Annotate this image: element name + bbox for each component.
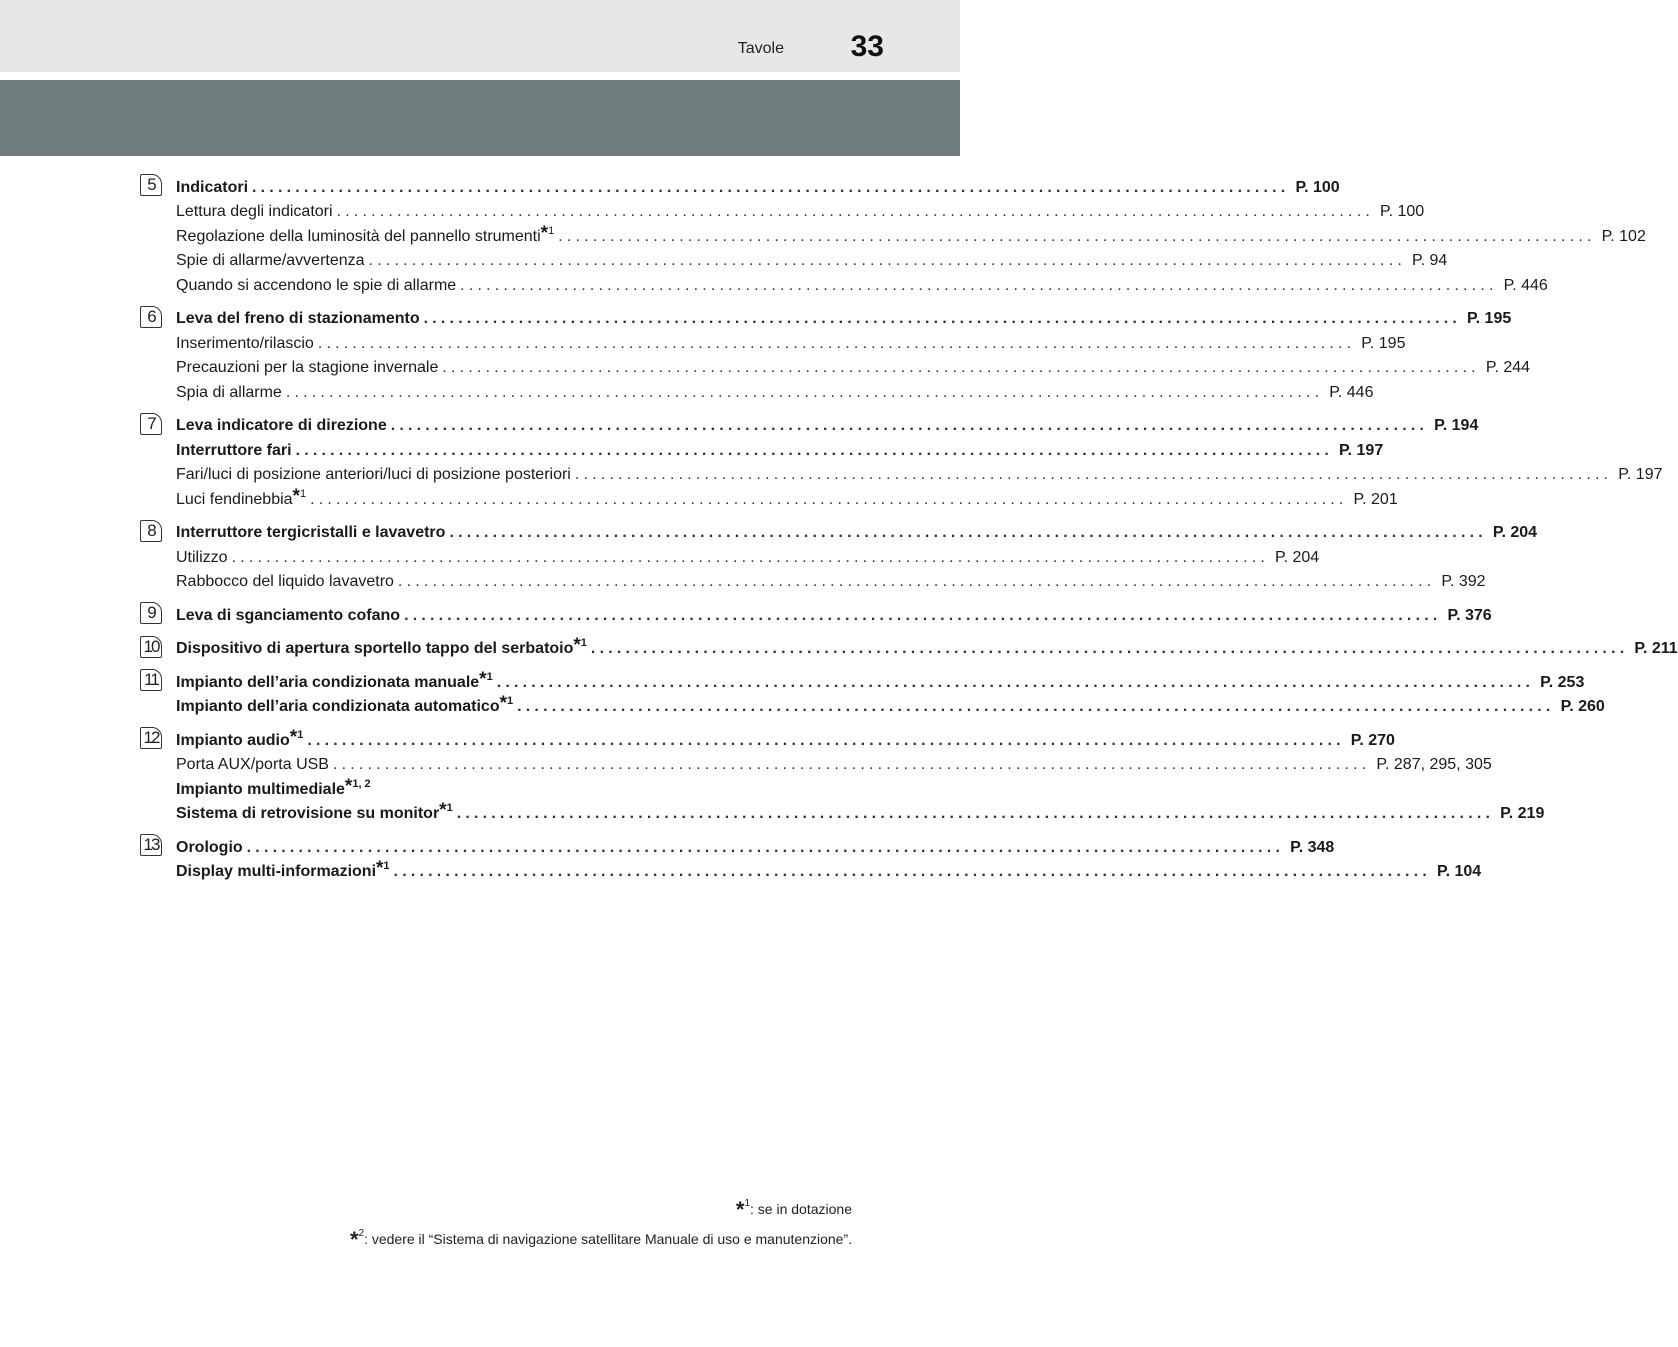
dot-leader: ........................................................................................................................	[310, 490, 1348, 508]
entry-list	[176, 411, 1663, 509]
index-entry[interactable]	[176, 353, 1531, 378]
footnote-text: : se in dotazione	[750, 1201, 852, 1217]
entry-label-text: Interruttore tergicristalli e lavavetro	[176, 524, 446, 541]
entry-label	[176, 524, 445, 542]
entry-label-text: Impianto audio	[176, 731, 290, 749]
callout-number-badge: 6	[140, 306, 162, 328]
section-banner	[0, 80, 960, 156]
index-entry[interactable]	[176, 750, 1492, 775]
dot-leader: ........................................................................................................................	[449, 524, 1487, 541]
dot-leader: ........................................................................................................................	[456, 805, 1495, 822]
entry-list	[176, 172, 1646, 295]
index-entry[interactable]	[176, 221, 1646, 246]
page-reference[interactable]: P. 195	[1361, 334, 1406, 352]
asterisk-icon: *	[499, 693, 508, 714]
entry-label-text: Indicatori	[176, 178, 249, 196]
callout-number-badge: 12	[140, 727, 162, 749]
entry-list	[176, 518, 1538, 592]
entry-label	[176, 277, 456, 295]
entry-label	[176, 726, 304, 750]
entry-label-text: Spie di allarme/avvertenza	[176, 252, 365, 269]
entry-label	[176, 359, 438, 377]
entry-label	[176, 775, 371, 799]
dot-leader: ........................................................................................................................	[423, 310, 1462, 327]
asterisk-icon: *	[349, 1227, 359, 1252]
page-reference[interactable]: P. 211	[1634, 640, 1678, 657]
entry-label	[176, 573, 394, 591]
entry-label-text: Leva del freno di stazionamento	[176, 310, 420, 327]
entry-label	[176, 442, 292, 460]
footnote-ref-number: 1	[383, 860, 390, 872]
asterisk-icon: *	[479, 668, 487, 690]
entry-label	[176, 756, 329, 774]
entry-label-text: Fari/luci di posizione anteriori/luci di posizione posteriori	[176, 466, 571, 483]
page-reference[interactable]: P. 102	[1601, 227, 1646, 245]
dot-leader: ........................................................................................................................	[307, 731, 1345, 749]
footnote-ref-number: 1	[486, 670, 493, 683]
entry-label	[176, 222, 555, 246]
footnote	[350, 1194, 852, 1224]
entry-label-text: Interruttore fari	[176, 441, 292, 459]
callout-number-badge: 9	[140, 602, 162, 624]
entry-label	[176, 179, 248, 197]
entry-label	[176, 384, 282, 402]
index-group	[140, 667, 1605, 716]
footnote-ref	[499, 693, 514, 714]
footnote-ref	[289, 726, 304, 748]
page-reference[interactable]: P. 392	[1441, 573, 1486, 590]
entry-label-text: Impianto multimediale	[176, 780, 345, 798]
entry-label	[176, 693, 514, 716]
footnote	[350, 1224, 852, 1254]
index-entry[interactable]	[176, 725, 1395, 750]
entry-label-text: Luci fendinebbia	[176, 490, 293, 508]
dot-leader: ........................................................................................................................	[574, 466, 1613, 483]
page-reference[interactable]: P. 197	[1618, 466, 1663, 483]
entry-label-text: Impianto dell’aria condizionata automatico	[176, 698, 500, 715]
asterisk-icon: *	[344, 775, 353, 797]
dot-leader: ........................................................................................................................	[517, 698, 1555, 715]
entry-label-text: Display multi-informazioni	[176, 863, 377, 880]
entry-label-text: Dispositivo di apertura sportello tappo del serbatoio	[176, 640, 574, 657]
index-group	[140, 725, 1545, 823]
callout-number-badge: 5	[140, 174, 162, 196]
dot-leader: ........................................................................................................................	[496, 673, 1535, 691]
entry-label-text: Spia di allarme	[176, 383, 282, 401]
dot-leader: ........................................................................................................................	[442, 359, 1480, 376]
index-group	[140, 832, 1482, 881]
entry-label-text: Impianto dell’aria condizionata manuale	[176, 673, 480, 691]
entry-label	[176, 668, 493, 692]
index-entry[interactable]	[176, 197, 1425, 222]
entry-label-text: Regolazione della luminosità del pannello strumenti	[176, 227, 541, 245]
index-entry[interactable]	[176, 667, 1585, 692]
entry-label	[176, 417, 387, 435]
entry-list	[176, 832, 1482, 881]
dot-leader: ........................................................................................................................	[285, 383, 1324, 401]
page-reference[interactable]: P. 195	[1467, 310, 1512, 327]
index-entry[interactable]	[176, 857, 1482, 882]
entry-label	[176, 252, 365, 270]
callout-number-badge: 11	[140, 669, 162, 691]
page-reference[interactable]: P. 446	[1503, 276, 1548, 294]
entry-label	[176, 800, 453, 823]
entry-label	[176, 203, 333, 221]
entry-label	[176, 839, 243, 857]
page-reference[interactable]: P. 204	[1275, 548, 1320, 566]
section-title: Tavole	[737, 40, 784, 57]
footnotes	[350, 1194, 852, 1254]
callout-number-badge: 8	[140, 520, 162, 542]
page-reference[interactable]: P. 204	[1492, 524, 1538, 541]
asterisk-icon: *	[735, 1197, 745, 1222]
asterisk-icon: *	[376, 858, 384, 879]
asterisk-icon: *	[292, 485, 300, 507]
footnote-ref-number: 1	[299, 487, 307, 500]
index-entry[interactable]	[176, 692, 1605, 717]
entry-label	[176, 549, 228, 567]
header-divider	[0, 72, 960, 80]
footnote-ref	[573, 635, 587, 656]
dot-leader: ........................................................................................................................	[558, 227, 1596, 245]
dot-leader: ........................................................................................................................	[336, 203, 1374, 220]
entry-list	[176, 667, 1605, 716]
index-entry[interactable]	[176, 600, 1492, 625]
entry-label	[176, 335, 314, 353]
index-group	[140, 304, 1531, 402]
index-entry[interactable]	[176, 774, 816, 799]
dot-leader: ........................................................................................................................	[332, 756, 1371, 773]
index-entry[interactable]	[176, 518, 1538, 543]
index-entry[interactable]	[176, 435, 1384, 460]
entry-list	[176, 600, 1492, 625]
footnote-ref	[376, 858, 390, 879]
entry-label-text: Leva di sganciamento cofano	[176, 606, 401, 624]
index-entry[interactable]	[176, 832, 1335, 857]
entry-label-text: Precauzioni per la stagione invernale	[176, 359, 439, 376]
page-reference[interactable]: P. 244	[1485, 359, 1531, 376]
entry-label-text: Rabbocco del liquido lavavetro	[176, 573, 394, 590]
page-reference[interactable]: P. 100	[1379, 203, 1425, 220]
entry-label-text: Sistema di retrovisione su monitor	[176, 805, 440, 822]
dot-leader: ........................................................................................................................	[397, 573, 1436, 590]
dot-leader: ........................................................................................................................	[404, 606, 1442, 624]
footnote-ref	[540, 222, 555, 244]
dot-leader: ........................................................................................................................	[246, 838, 1285, 856]
footnote-ref	[439, 800, 453, 821]
index-entry[interactable]	[176, 542, 1320, 567]
entry-label-text: Porta AUX/porta USB	[176, 756, 329, 773]
entry-label-text: Quando si accendono le spie di allarme	[176, 276, 457, 294]
page-reference[interactable]: P. 287, 295, 305	[1376, 756, 1492, 773]
page-reference[interactable]: P. 376	[1447, 606, 1492, 624]
footnote-ref	[344, 775, 371, 797]
entry-label	[176, 466, 571, 484]
dot-leader: ........................................................................................................................	[252, 178, 1290, 196]
entry-label	[176, 635, 587, 658]
entry-label-text: Inserimento/rilascio	[176, 334, 314, 352]
index-entry[interactable]	[176, 328, 1406, 353]
page-reference[interactable]: P. 100	[1295, 178, 1340, 196]
page-reference[interactable]: P. 253	[1540, 673, 1585, 691]
page-reference[interactable]: P. 260	[1560, 698, 1605, 715]
entry-label-text: Lettura degli indicatori	[176, 203, 333, 220]
dot-leader: ........................................................................................................................	[317, 334, 1356, 352]
page-reference[interactable]: P. 94	[1411, 252, 1448, 269]
index-entry[interactable]	[176, 799, 1545, 824]
index-entry[interactable]	[176, 304, 1512, 329]
index-group	[140, 634, 1678, 659]
footnote-marker: 1	[744, 1198, 751, 1209]
index-entry[interactable]	[176, 246, 1448, 271]
dot-leader: ........................................................................................................................	[368, 252, 1406, 269]
index-entry[interactable]	[176, 634, 1678, 659]
asterisk-icon: *	[540, 222, 549, 244]
index-list	[140, 172, 1678, 890]
index-group	[140, 411, 1663, 509]
page-reference[interactable]: P. 219	[1500, 805, 1545, 822]
dot-leader: ........................................................................................................................	[393, 863, 1431, 880]
entry-label	[176, 607, 400, 625]
footnote-ref-number: 1, 2	[352, 777, 371, 790]
page-reference[interactable]: P. 194	[1434, 417, 1479, 434]
footnote-ref	[292, 485, 307, 507]
footnote-ref-number: 1	[548, 224, 555, 237]
page-number: 33	[850, 30, 884, 63]
page-reference[interactable]: P. 348	[1290, 838, 1335, 856]
page-reference[interactable]: P. 197	[1339, 441, 1384, 459]
callout-number-badge: 7	[140, 413, 162, 435]
index-entry[interactable]	[176, 411, 1479, 436]
index-entry[interactable]	[176, 567, 1486, 592]
dot-leader: ........................................................................................................................	[231, 548, 1269, 566]
footnote-ref-number: 1	[580, 637, 587, 649]
index-group	[140, 600, 1492, 625]
page-reference[interactable]: P. 201	[1353, 490, 1398, 508]
index-entry[interactable]	[176, 484, 1398, 509]
dot-leader: ........................................................................................................................	[390, 417, 1429, 434]
dot-leader: ........................................................................................................................	[590, 640, 1629, 657]
page-reference[interactable]: P. 446	[1329, 383, 1374, 401]
entry-label-text: Orologio	[176, 838, 243, 856]
entry-label	[176, 310, 420, 328]
asterisk-icon: *	[439, 800, 447, 821]
footnote-marker: 2	[358, 1228, 365, 1239]
footnote-ref	[479, 668, 493, 690]
entry-list	[176, 634, 1678, 659]
footnote-ref-number: 1	[446, 802, 453, 814]
index-entry[interactable]	[176, 377, 1374, 402]
page-reference[interactable]: P. 104	[1436, 863, 1482, 880]
dot-leader: ........................................................................................................................	[460, 276, 1498, 294]
index-entry[interactable]	[176, 270, 1548, 295]
asterisk-icon: *	[573, 635, 581, 656]
index-group	[140, 172, 1646, 295]
page-reference[interactable]: P. 270	[1350, 731, 1395, 749]
entry-list	[176, 304, 1531, 402]
asterisk-icon: *	[289, 726, 298, 748]
entry-label-text: Leva indicatore di direzione	[176, 417, 387, 434]
index-entry[interactable]	[176, 460, 1663, 485]
entry-list	[176, 725, 1545, 823]
index-group	[140, 518, 1538, 592]
index-entry[interactable]	[176, 172, 1340, 197]
footnote-ref-number: 1	[297, 728, 304, 741]
dot-leader: ........................................................................................................................	[295, 441, 1334, 459]
header-strip	[0, 0, 960, 72]
footnote-text: : vedere il “Sistema di navigazione satellitare Manuale di uso e manutenzione”.	[364, 1231, 852, 1247]
callout-number-badge: 13	[140, 834, 162, 856]
entry-label	[176, 858, 390, 881]
entry-label-text: Utilizzo	[176, 548, 228, 566]
entry-label	[176, 485, 307, 509]
callout-number-badge: 10	[140, 636, 162, 658]
footnote-ref-number: 1	[507, 695, 514, 707]
